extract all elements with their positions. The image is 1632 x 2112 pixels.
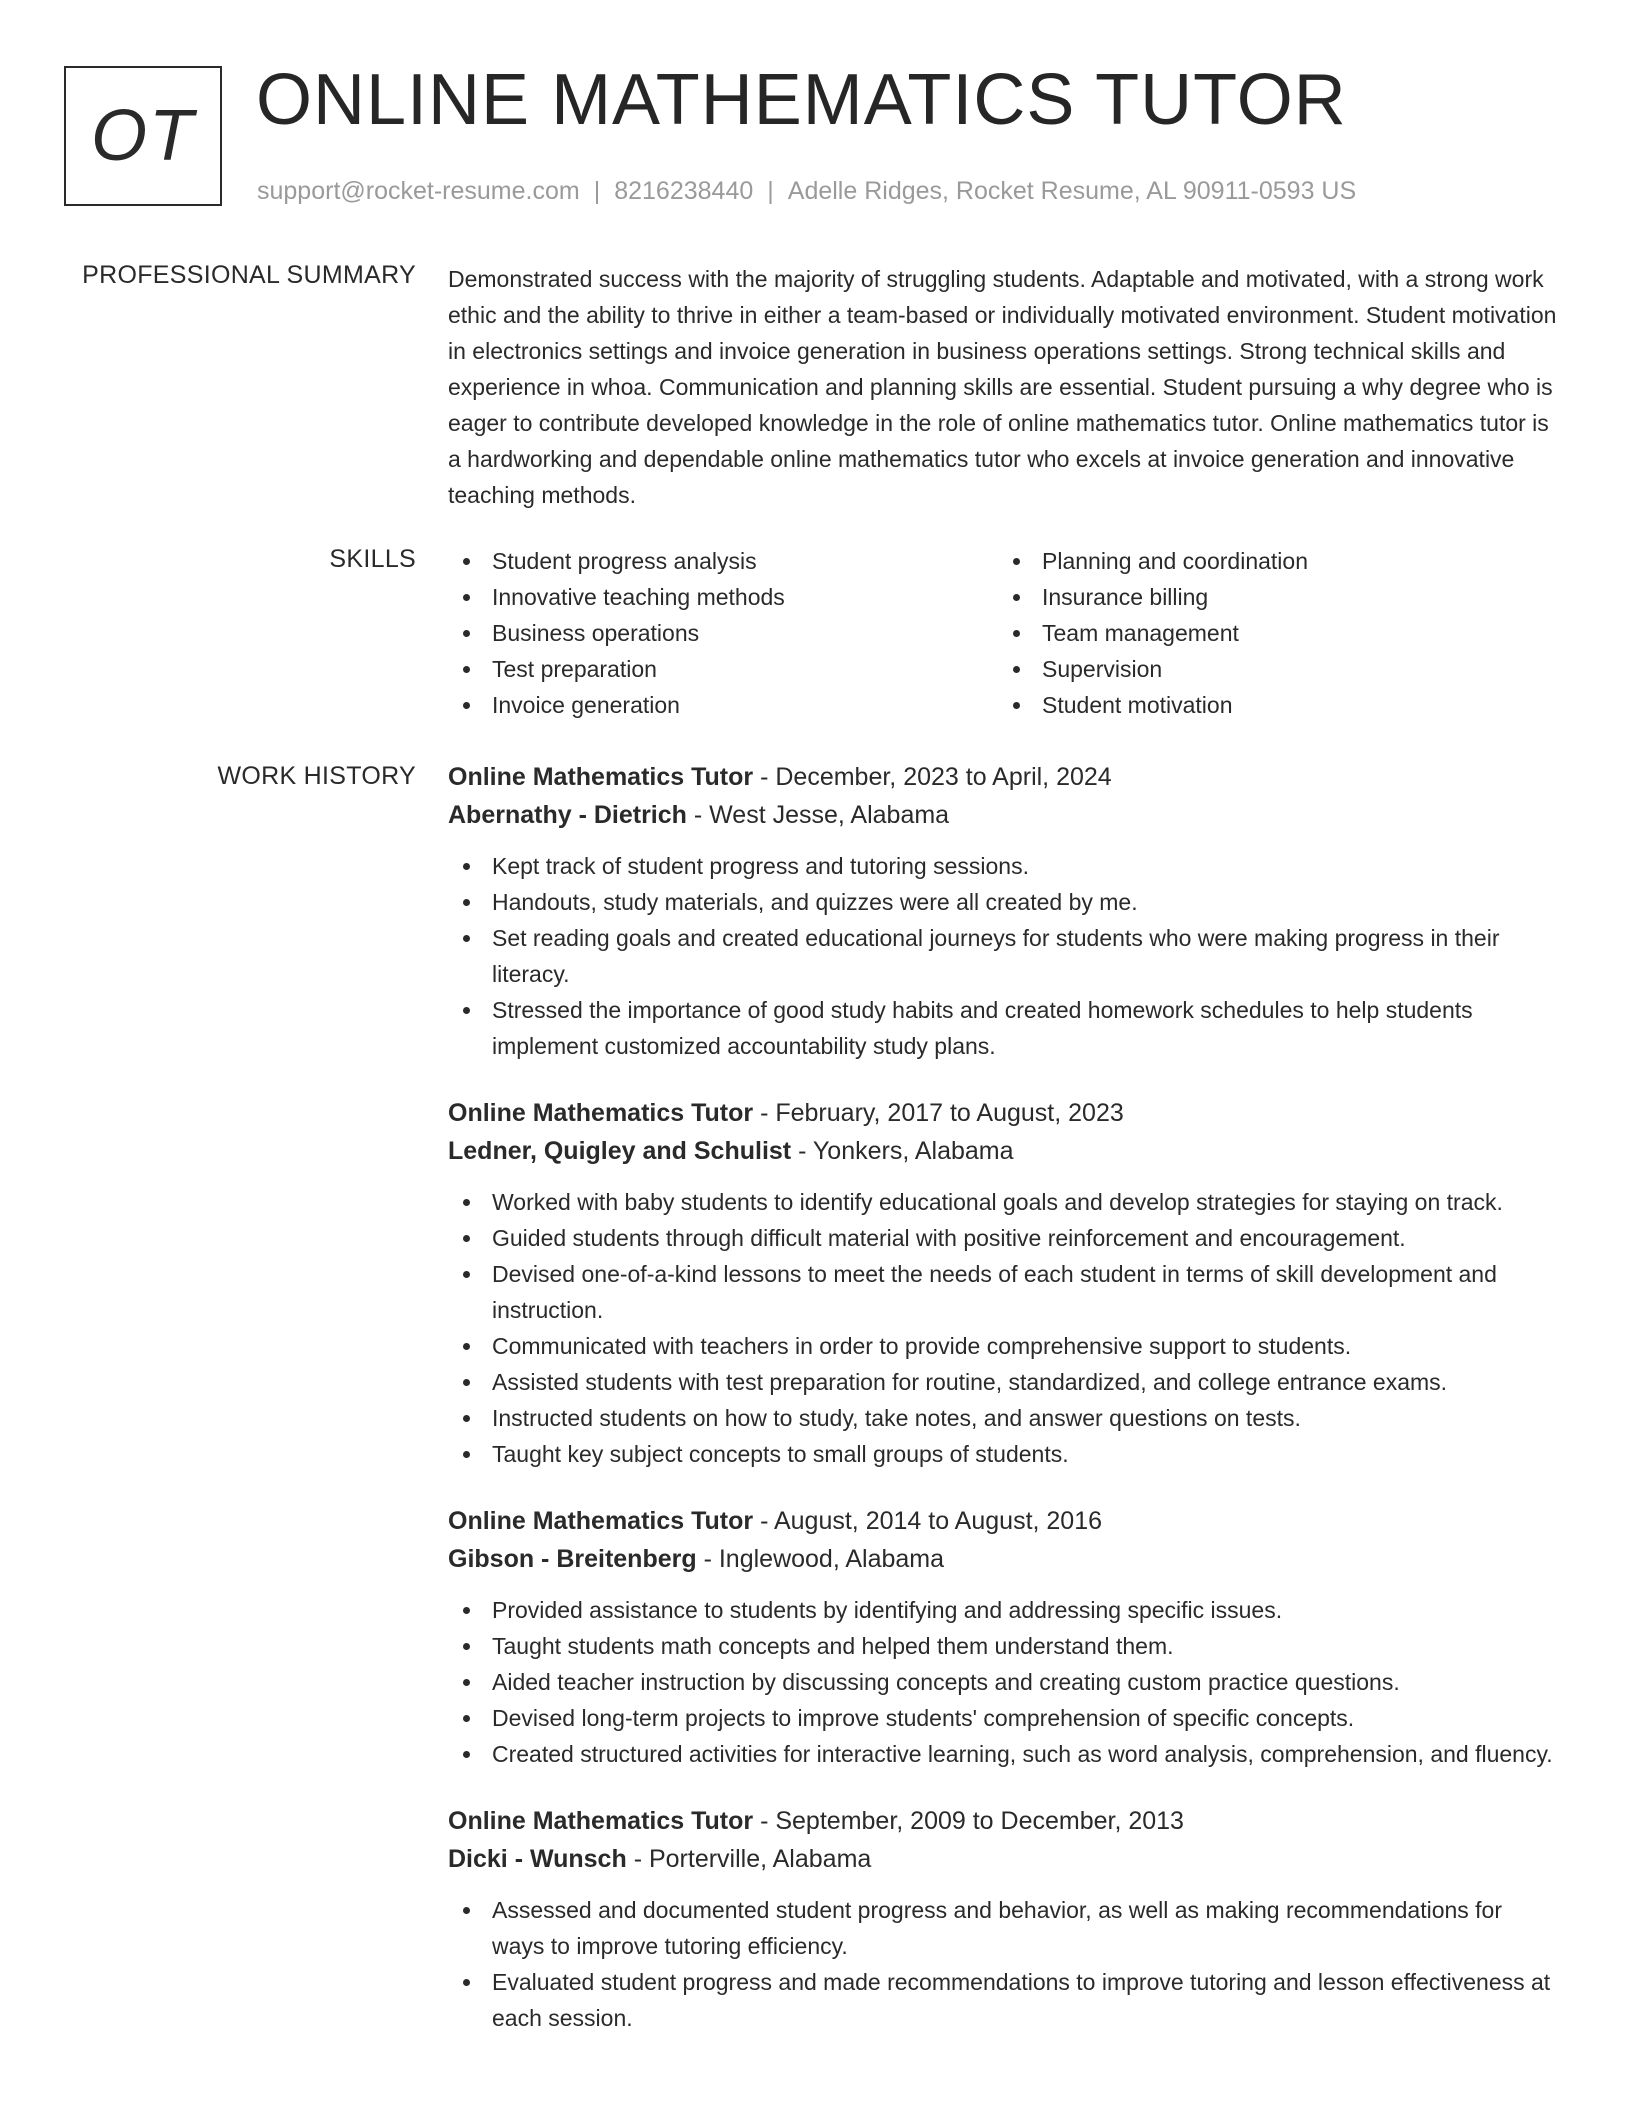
- job-company-line: [448, 1840, 1560, 1878]
- skill-item: Invoice generation: [448, 687, 998, 723]
- job-bullet: Stressed the importance of good study habits and created homework schedules to help students implement customized accountability study plans.: [448, 992, 1560, 1064]
- job-entry: [448, 758, 1560, 1064]
- job-bullet: Taught students math concepts and helped them understand them.: [448, 1628, 1560, 1664]
- job-company-line: [448, 1132, 1560, 1170]
- contact-address: Adelle Ridges, Rocket Resume, AL 90911-0593 US: [787, 177, 1357, 205]
- contact-line: [257, 176, 1356, 206]
- contact-email[interactable]: support@rocket-resume.com: [257, 177, 580, 205]
- contact-phone[interactable]: 8216238440: [614, 177, 754, 205]
- job-bullet: Provided assistance to students by identifying and addressing specific issues.: [448, 1592, 1560, 1628]
- job-bullet: Devised long-term projects to improve students' comprehension of specific concepts.: [448, 1700, 1560, 1736]
- job-bullets: [448, 848, 1560, 1064]
- job-company: Gibson - Breitenberg: [448, 1545, 697, 1573]
- skill-item: Test preparation: [448, 651, 998, 687]
- job-entry: [448, 1802, 1560, 2036]
- job-bullet: Set reading goals and created educational journeys for students who were making progress in their literacy.: [448, 920, 1560, 992]
- job-company: Dicki - Wunsch: [448, 1845, 627, 1873]
- job-bullet: Taught key subject concepts to small groups of students.: [448, 1436, 1560, 1472]
- job-bullets: [448, 1892, 1560, 2036]
- job-role-line: [448, 1094, 1560, 1132]
- job-dates: - December, 2023 to April, 2024: [753, 763, 1112, 791]
- job-entry: [448, 1502, 1560, 1772]
- job-bullet: Guided students through difficult material with positive reinforcement and encouragement.: [448, 1220, 1560, 1256]
- job-bullet: Evaluated student progress and made recommendations to improve tutoring and lesson effectiveness at each session.: [448, 1964, 1560, 2036]
- job-bullets: [448, 1592, 1560, 1772]
- job-bullet: Worked with baby students to identify educational goals and develop strategies for staying on track.: [448, 1184, 1560, 1220]
- job-entry: [448, 1094, 1560, 1472]
- skill-item: Team management: [998, 615, 1308, 651]
- job-bullets: [448, 1184, 1560, 1472]
- job-bullet: Created structured activities for interactive learning, such as word analysis, comprehension, and fluency.: [448, 1736, 1560, 1772]
- job-company: Abernathy - Dietrich: [448, 801, 687, 829]
- contact-separator: |: [593, 177, 601, 205]
- section-title-work: WORK HISTORY: [217, 762, 416, 790]
- job-company-line: [448, 796, 1560, 834]
- job-bullet: Instructed students on how to study, take notes, and answer questions on tests.: [448, 1400, 1560, 1436]
- job-role-line: [448, 1502, 1560, 1540]
- summary-text: Demonstrated success with the majority of struggling students. Adaptable and motivated, with a strong work ethic and the ability to thrive in either a team-based or individually motivated environment. Student motivation in electronics settings and invoice generation in business operations settings. Strong technical skills and experience in whoa. Communication and planning skills are essential. Student pursuing a why degree who is eager to contribute developed knowledge in the role of online mathematics tutor. Online mathematics tutor is a hardworking and dependable online mathematics tutor who excels at invoice generation and innovative teaching methods.: [448, 266, 1557, 508]
- job-role: Online Mathematics Tutor: [448, 1807, 754, 1835]
- skill-item: Insurance billing: [998, 579, 1308, 615]
- job-bullet: Handouts, study materials, and quizzes were all created by me.: [448, 884, 1560, 920]
- job-location: - West Jesse, Alabama: [686, 801, 950, 829]
- job-dates: - February, 2017 to August, 2023: [753, 1099, 1124, 1127]
- section-title-summary: PROFESSIONAL SUMMARY: [82, 261, 416, 289]
- job-location: - Inglewood, Alabama: [696, 1545, 945, 1573]
- job-role-line: [448, 758, 1560, 796]
- skills-list-right: [998, 543, 1308, 723]
- monogram-badge: OT: [64, 66, 222, 206]
- skill-item: Planning and coordination: [998, 543, 1308, 579]
- section-title-skills: SKILLS: [329, 545, 416, 573]
- job-role: Online Mathematics Tutor: [448, 763, 754, 791]
- skill-item: Student motivation: [998, 687, 1308, 723]
- skill-item: Student progress analysis: [448, 543, 998, 579]
- job-bullet: Assessed and documented student progress and behavior, as well as making recommendations for ways to improve tutoring efficiency.: [448, 1892, 1560, 1964]
- job-bullet: Communicated with teachers in order to provide comprehensive support to students.: [448, 1328, 1560, 1364]
- job-dates: - September, 2009 to December, 2013: [753, 1807, 1184, 1835]
- skill-item: Innovative teaching methods: [448, 579, 998, 615]
- job-bullet: Kept track of student progress and tutoring sessions.: [448, 848, 1560, 884]
- job-role-line: [448, 1802, 1560, 1840]
- contact-separator: |: [767, 177, 774, 205]
- skills-list-left: [448, 543, 998, 723]
- job-bullet: Devised one-of-a-kind lessons to meet the needs of each student in terms of skill development and instruction.: [448, 1256, 1560, 1328]
- job-company: Ledner, Quigley and Schulist: [448, 1137, 792, 1165]
- job-role: Online Mathematics Tutor: [448, 1099, 754, 1127]
- job-location: - Porterville, Alabama: [626, 1845, 872, 1873]
- skill-item: Business operations: [448, 615, 998, 651]
- job-location: - Yonkers, Alabama: [791, 1137, 1014, 1165]
- skill-item: Supervision: [998, 651, 1308, 687]
- job-company-line: [448, 1540, 1560, 1578]
- job-bullet: Aided teacher instruction by discussing concepts and creating custom practice questions.: [448, 1664, 1560, 1700]
- resume-title: ONLINE MATHEMATICS TUTOR: [256, 60, 1347, 140]
- job-bullet: Assisted students with test preparation for routine, standardized, and college entrance exams.: [448, 1364, 1560, 1400]
- job-dates: - August, 2014 to August, 2016: [753, 1507, 1103, 1535]
- job-role: Online Mathematics Tutor: [448, 1507, 754, 1535]
